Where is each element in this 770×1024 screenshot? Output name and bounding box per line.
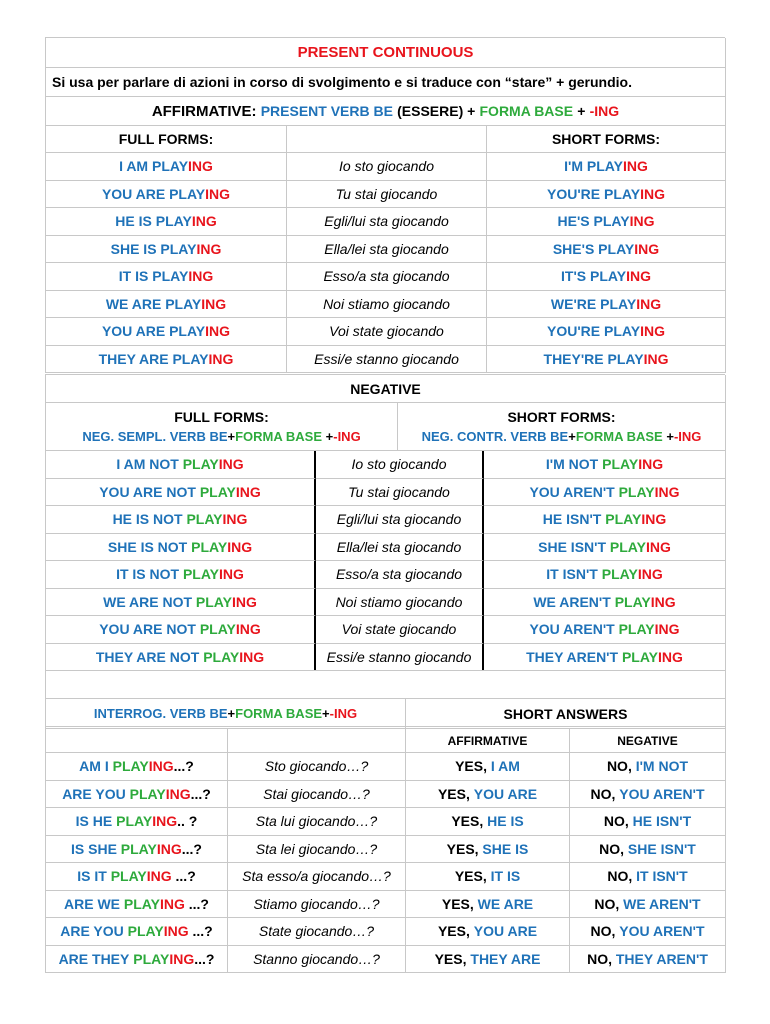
negative-full-form	[46, 644, 316, 672]
short-answer-negative	[570, 918, 726, 946]
no-subject: SHE ISN'T	[624, 840, 696, 857]
yes-word: YES,	[451, 813, 484, 830]
negative-answers-label: NEGATIVE	[570, 729, 726, 753]
italian-translation: Noi stiamo giocando	[316, 589, 484, 617]
question-verb-part: IS HE	[75, 813, 117, 830]
italian-question: Sto giocando…?	[228, 753, 406, 781]
question-form	[46, 863, 228, 891]
italian-translation: Ella/lei sta giocando	[287, 236, 487, 264]
ing-suffix: ING	[152, 813, 178, 830]
question-form	[46, 918, 228, 946]
play-part: PLAY	[182, 566, 220, 583]
ing-suffix: ING	[227, 538, 253, 555]
no-word: NO,	[607, 868, 633, 885]
negative-heading: NEGATIVE	[46, 375, 726, 403]
yes-subject: THEY ARE	[466, 950, 541, 967]
ing-suffix: ING	[235, 483, 261, 500]
negative-full-form	[46, 589, 316, 617]
short-answer-negative	[570, 891, 726, 919]
yes-word: YES,	[437, 923, 470, 940]
negative-full-forms-header	[46, 403, 398, 451]
no-word: NO,	[587, 950, 612, 967]
negative-short-form	[484, 561, 726, 589]
no-subject: HE ISN'T	[628, 813, 692, 830]
play-part: PLAY	[133, 950, 170, 967]
question-end: ...?	[188, 923, 213, 940]
yes-subject: YOU ARE	[469, 923, 538, 940]
ing-suffix: ING	[188, 268, 214, 285]
negative-short-form	[484, 479, 726, 507]
short-answer-affirmative	[406, 891, 570, 919]
play-part: PLAY	[123, 895, 160, 912]
negative-short-forms-label: SHORT FORMS:	[507, 408, 616, 425]
verb-part: YOU'RE PLAY	[547, 185, 641, 202]
italian-translation: Egli/lui sta giocando	[316, 506, 484, 534]
short-answer-affirmative	[406, 836, 570, 864]
italian-translation: Io sto giocando	[316, 451, 484, 479]
yes-subject: YOU ARE	[469, 785, 538, 802]
ing-suffix: ING	[191, 213, 217, 230]
play-part: PLAY	[605, 511, 642, 528]
neg-verb-part: HE IS NOT	[112, 511, 183, 528]
verb-part: HE'S PLAY	[557, 213, 630, 230]
ing-suffix: ING	[218, 456, 244, 473]
question-end: ...?	[184, 895, 209, 912]
neg-verb-part: YOU AREN'T	[529, 483, 615, 500]
italian-question: Stiamo giocando…?	[228, 891, 406, 919]
affirmative-label: AFFIRMATIVE:	[151, 102, 257, 120]
interrogative-table	[45, 728, 725, 973]
question-verb-part: ARE YOU	[60, 923, 128, 940]
affirmative-full-form	[46, 346, 287, 374]
yes-subject: SHE IS	[478, 840, 529, 857]
yes-word: YES,	[446, 840, 479, 857]
question-end: ...?	[181, 840, 202, 857]
italian-translation: Essi/e stanno giocando	[287, 346, 487, 374]
short-answer-negative	[570, 836, 726, 864]
ing-suffix: ING	[636, 295, 662, 312]
italian-question: Sta lei giocando…?	[228, 836, 406, 864]
spacer-row	[46, 671, 726, 699]
negative-short-forms-header	[398, 403, 726, 451]
neg-verb-part: IT IS NOT	[116, 566, 180, 583]
question-verb-part: IS IT	[77, 868, 111, 885]
no-subject: THEY AREN'T	[611, 950, 708, 967]
question-form	[46, 946, 228, 974]
verb-part: IT IS PLAY	[118, 268, 189, 285]
ing-suffix: ING	[235, 621, 261, 638]
italian-question: Stai giocando…?	[228, 781, 406, 809]
play-part: PLAY	[182, 456, 219, 473]
negative-short-form	[484, 534, 726, 562]
ing-suffix: ING	[188, 158, 213, 175]
verb-part: WE ARE PLAY	[105, 295, 202, 312]
italian-translation: Tu stai giocando	[287, 181, 487, 209]
italian-translation: Esso/a sta giocando	[316, 561, 484, 589]
ing-suffix: ING	[231, 593, 257, 610]
affirmative-short-form	[487, 318, 726, 346]
affirmative-short-form	[487, 346, 726, 374]
affirmative-short-form	[487, 208, 726, 236]
italian-question: State giocando…?	[228, 918, 406, 946]
play-part: PLAY	[199, 483, 236, 500]
negative-full-form	[46, 506, 316, 534]
neg-verb-part: YOU AREN'T	[529, 621, 615, 638]
verb-part: IT'S PLAY	[561, 268, 627, 285]
affirmative-short-form	[487, 263, 726, 291]
italian-question: Sta esso/a giocando…?	[228, 863, 406, 891]
ing-suffix: ING	[638, 456, 664, 473]
ing-suffix: ING	[205, 323, 231, 340]
interrogative-formula: INTERROG. VERB BE + FORMA BASE + -ING	[46, 699, 406, 729]
italian-translation: Voi state giocando	[316, 616, 484, 644]
ing-suffix: ING	[658, 648, 683, 665]
ing-suffix: ING	[205, 185, 231, 202]
yes-subject: IT IS	[486, 868, 521, 885]
affirmative-heading	[46, 97, 726, 126]
verb-part: YOU'RE PLAY	[547, 323, 641, 340]
affirmative-full-form	[46, 236, 287, 264]
ing-suffix: ING	[622, 158, 648, 175]
short-answer-affirmative	[406, 753, 570, 781]
short-answer-affirmative	[406, 946, 570, 974]
italian-translation: Voi state giocando	[287, 318, 487, 346]
question-form	[46, 836, 228, 864]
ing-suffix: ING	[641, 511, 667, 528]
play-part: PLAY	[618, 621, 655, 638]
ing-suffix: ING	[156, 840, 182, 857]
question-form	[46, 891, 228, 919]
affirmative-full-form	[46, 263, 287, 291]
ing-suffix: ING	[626, 268, 651, 285]
ing-suffix: ING	[169, 950, 195, 967]
short-answer-negative	[570, 753, 726, 781]
neg-verb-part: YOU ARE NOT	[99, 621, 196, 638]
neg-verb-part: SHE ISN'T	[538, 538, 607, 555]
ing-suffix: ING	[643, 350, 669, 367]
ing-suffix: ING	[219, 566, 244, 583]
affirmative-ing: -ING	[589, 103, 620, 119]
yes-subject: I AM	[486, 758, 520, 775]
question-verb-part: IS SHE	[71, 840, 121, 857]
neg-verb-part: WE AREN'T	[533, 593, 611, 610]
negative-full-form	[46, 451, 316, 479]
verb-part: THEY'RE PLAY	[543, 350, 644, 367]
verb-part: SHE IS PLAY	[110, 240, 197, 257]
play-part: PLAY	[127, 923, 164, 940]
verb-part: HE IS PLAY	[115, 213, 192, 230]
ing-suffix: ING	[640, 323, 665, 340]
affirmative-plus: +	[577, 103, 586, 119]
neg-verb-part: I AM NOT	[116, 456, 179, 473]
no-subject: IT ISN'T	[632, 868, 688, 885]
question-end: ...?	[194, 950, 215, 967]
ing-suffix: ING	[196, 240, 222, 257]
play-part: PLAY	[203, 648, 240, 665]
no-word: NO,	[594, 895, 620, 912]
no-subject: I'M NOT	[631, 758, 689, 775]
yes-word: YES,	[434, 950, 467, 967]
short-answers-label: SHORT ANSWERS	[406, 699, 726, 729]
neg-verb-part: THEY AREN'T	[526, 648, 619, 665]
affirmative-table	[45, 125, 725, 373]
play-part: PLAY	[601, 566, 638, 583]
negative-formula-block	[45, 402, 725, 451]
italian-translation: Ella/lei sta giocando	[316, 534, 484, 562]
negative-table	[45, 450, 725, 671]
italian-translation: Egli/lui sta giocando	[287, 208, 487, 236]
interrogative-header-block	[45, 698, 725, 729]
short-answer-affirmative	[406, 781, 570, 809]
yes-word: YES,	[441, 895, 474, 912]
description: Si usa per parlare di azioni in corso di svolgimento e si traduce con “stare” + gerundio.	[46, 68, 726, 97]
affirmative-blank-header	[287, 126, 487, 153]
neg-verb-part: I'M NOT	[545, 456, 599, 473]
question-end: ...?	[171, 868, 196, 885]
italian-translation: Noi stiamo giocando	[287, 291, 487, 319]
affirmative-verb: PRESENT VERB BE	[260, 103, 393, 119]
italian-question: Stanno giocando…?	[228, 946, 406, 974]
yes-subject: WE ARE	[473, 895, 534, 912]
question-verb-part: ARE THEY	[58, 950, 134, 967]
ing-suffix: ING	[645, 538, 671, 555]
play-part: PLAY	[621, 648, 659, 665]
play-part: PLAY	[618, 483, 655, 500]
question-end: .. ?	[177, 813, 198, 830]
negative-short-form	[484, 616, 726, 644]
play-part: PLAY	[614, 593, 651, 610]
no-word: NO,	[599, 840, 625, 857]
ing-suffix: ING	[208, 350, 234, 367]
header-block	[45, 37, 725, 126]
yes-subject: HE IS	[483, 813, 524, 830]
negative-full-form	[46, 561, 316, 589]
no-word: NO,	[590, 785, 616, 802]
interrogative-blank-1	[46, 729, 228, 753]
negative-short-formula: NEG. CONTR. VERB BE+FORMA BASE +-ING	[421, 428, 702, 444]
play-part: PLAY	[199, 621, 236, 638]
neg-verb-part: SHE IS NOT	[107, 538, 188, 555]
ing-suffix: ING	[650, 593, 676, 610]
affirmative-full-form	[46, 153, 287, 181]
question-verb-part: ARE YOU	[62, 785, 130, 802]
italian-translation: Tu stai giocando	[316, 479, 484, 507]
affirmative-short-form	[487, 236, 726, 264]
affirmative-essere: (ESSERE) +	[397, 103, 476, 119]
italian-translation: Essi/e stanno giocando	[316, 644, 484, 672]
affirmative-full-form	[46, 291, 287, 319]
neg-verb-part: THEY ARE NOT	[95, 648, 200, 665]
negative-full-form	[46, 616, 316, 644]
affirmative-short-form	[487, 181, 726, 209]
play-part: PLAY	[129, 785, 166, 802]
neg-verb-part: YOU ARE NOT	[99, 483, 196, 500]
negative-full-forms-label: FULL FORMS:	[174, 408, 269, 425]
ing-suffix: ING	[640, 185, 665, 202]
verb-part: YOU ARE PLAY	[101, 323, 206, 340]
play-part: PLAY	[110, 868, 147, 885]
italian-translation: Esso/a sta giocando	[287, 263, 487, 291]
affirmative-full-form	[46, 181, 287, 209]
verb-part: YOU ARE PLAY	[101, 185, 206, 202]
yes-word: YES,	[455, 758, 487, 775]
play-part: PLAY	[602, 456, 639, 473]
italian-translation: Io sto giocando	[287, 153, 487, 181]
negative-full-form	[46, 479, 316, 507]
no-subject: YOU AREN'T	[615, 785, 705, 802]
play-part: PLAY	[186, 511, 223, 528]
negative-heading-block	[45, 374, 725, 403]
negative-full-formula: NEG. SEMPL. VERB BE+FORMA BASE +-ING	[82, 428, 361, 444]
no-subject: YOU AREN'T	[615, 923, 705, 940]
negative-short-form	[484, 644, 726, 672]
verb-part: SHE'S PLAY	[552, 240, 635, 257]
no-word: NO,	[606, 758, 632, 775]
ing-suffix: ING	[165, 785, 191, 802]
negative-short-form	[484, 589, 726, 617]
short-answer-affirmative	[406, 808, 570, 836]
neg-verb-part: WE ARE NOT	[103, 593, 193, 610]
play-part: PLAY	[195, 593, 232, 610]
ing-suffix: ING	[146, 868, 172, 885]
play-part: PLAY	[609, 538, 646, 555]
yes-word: YES,	[437, 785, 470, 802]
affirmative-short-form	[487, 291, 726, 319]
play-part: PLAY	[120, 840, 157, 857]
affirmative-base: FORMA BASE	[479, 103, 574, 119]
page-title: PRESENT CONTINUOUS	[46, 38, 726, 68]
affirmative-full-form	[46, 208, 287, 236]
affirmative-short-form	[487, 153, 726, 181]
short-answer-negative	[570, 808, 726, 836]
short-answer-negative	[570, 946, 726, 974]
ing-suffix: ING	[201, 295, 227, 312]
ing-suffix: ING	[159, 895, 185, 912]
question-end: ...?	[190, 785, 211, 802]
verb-part: WE'RE PLAY	[550, 295, 637, 312]
play-part: PLAY	[116, 813, 153, 830]
negative-short-form	[484, 506, 726, 534]
ing-suffix: ING	[222, 511, 248, 528]
no-word: NO,	[590, 923, 616, 940]
short-answer-affirmative	[406, 863, 570, 891]
affirmative-full-forms-label: FULL FORMS:	[46, 126, 287, 153]
affirmative-full-form	[46, 318, 287, 346]
short-answer-affirmative	[406, 918, 570, 946]
ing-suffix: ING	[163, 923, 189, 940]
neg-verb-part: HE ISN'T	[542, 511, 602, 528]
interrogative-blank-2	[228, 729, 406, 753]
ing-suffix: ING	[654, 621, 680, 638]
question-verb-part: AM I	[79, 758, 113, 775]
ing-suffix: ING	[637, 566, 663, 583]
question-form	[46, 753, 228, 781]
affirmative-answers-label: AFFIRMATIVE	[406, 729, 570, 753]
verb-part: I AM PLAY	[119, 158, 189, 175]
play-part: PLAY	[191, 538, 228, 555]
short-answer-negative	[570, 863, 726, 891]
no-word: NO,	[603, 813, 629, 830]
negative-short-form	[484, 451, 726, 479]
neg-verb-part: IT ISN'T	[546, 566, 598, 583]
question-form	[46, 808, 228, 836]
italian-question: Sta lui giocando…?	[228, 808, 406, 836]
ing-suffix: ING	[629, 213, 655, 230]
question-end: ...?	[173, 758, 194, 775]
affirmative-short-forms-label: SHORT FORMS:	[487, 126, 726, 153]
ing-suffix: ING	[148, 758, 174, 775]
negative-full-form	[46, 534, 316, 562]
verb-part: THEY ARE PLAY	[98, 350, 209, 367]
short-answer-negative	[570, 781, 726, 809]
verb-part: I'M PLAY	[564, 158, 623, 175]
ing-suffix: ING	[634, 240, 660, 257]
no-subject: WE AREN'T	[619, 895, 701, 912]
question-verb-part: ARE WE	[64, 895, 124, 912]
yes-word: YES,	[454, 868, 487, 885]
ing-suffix: ING	[654, 483, 680, 500]
question-form	[46, 781, 228, 809]
play-part: PLAY	[112, 758, 149, 775]
ing-suffix: ING	[239, 648, 265, 665]
